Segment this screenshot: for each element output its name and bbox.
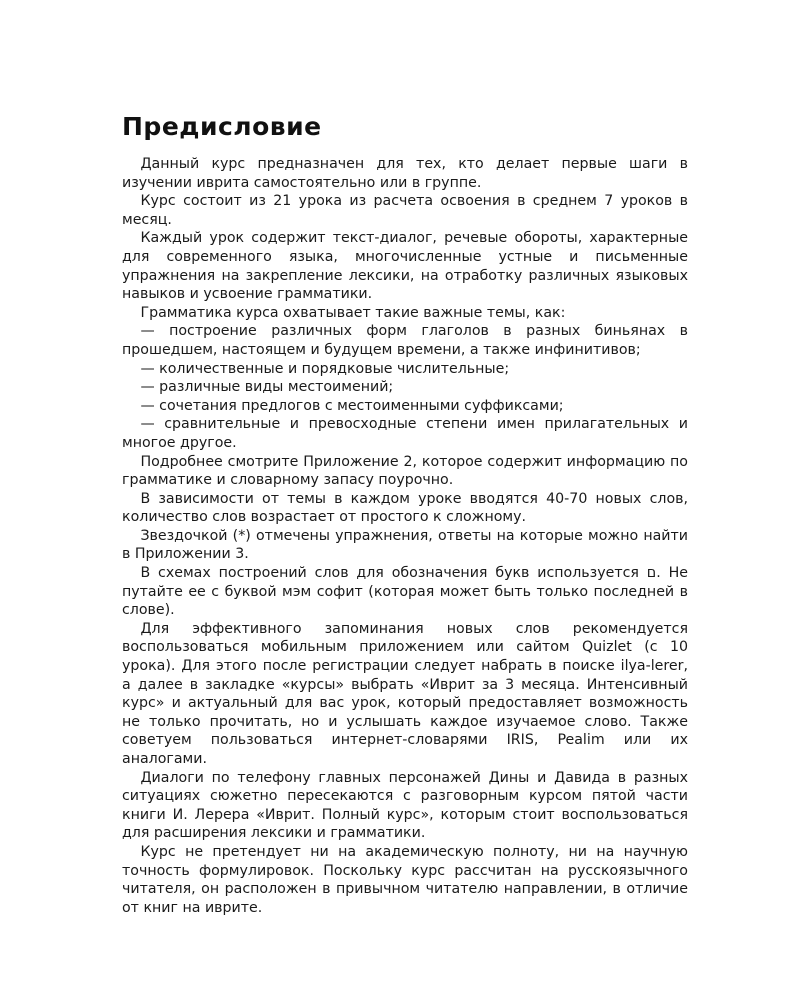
list-item: — сравнительные и превосходные степени имен прилагательных и многое другое.	[122, 416, 688, 451]
paragraph: Грамматика курса охватывает такие важные темы, как:	[140, 304, 566, 321]
list-item: — количественные и порядковые числительные;	[140, 360, 510, 377]
paragraph: Диалоги по телефону главных персонажей Дины и Давида в разных ситуациях сюжетно пересекаются с разговорным курсом пятой части книги И. Лерера «Иврит. Полный курс», которым стоит воспользоваться для расширения лексики и грамматики.	[122, 769, 688, 842]
page-title: Предисловие	[122, 112, 322, 141]
paragraph: В зависимости от темы в каждом уроке вводятся 40-70 новых слов, количество слов возрастает от простого к сложному.	[122, 490, 688, 526]
paragraph: Каждый урок содержит текст-диалог, речевые обороты, характерные для современного языка, многочисленные устные и письменные упражнения на закрепление лексики, на отработку различных языковых навыков и усвоение грамматики.	[122, 230, 688, 303]
paragraph: Звездочкой (*) отмечены упражнения, ответы на которые можно найти в Приложении 3.	[122, 527, 688, 563]
list-item: — сочетания предлогов с местоименными суффиксами;	[140, 397, 564, 414]
page-body	[122, 112, 688, 917]
preface-text	[122, 155, 688, 917]
paragraph: В схемах построений слов для обозначения букв используется ם. Не путайте ее с буквой мэм софит (которая может быть только последней в слове).	[122, 565, 688, 619]
paragraph: Данный курс предназначен для тех, кто делает первые шаги в изучении иврита самостоятельно или в группе.	[122, 156, 688, 191]
paragraph: Курс состоит из 21 урока из расчета освоения в среднем 7 уроков в месяц.	[122, 193, 688, 228]
list-item: — построение различных форм глаголов в разных биньянах в прошедшем, настоящем и будущем времени, а также инфинитивов;	[122, 323, 688, 358]
paragraph: Курс не претендует ни на академическую полноту, ни на научную точность формулировок. Поскольку курс рассчитан на русскоязычного читателя, он расположен в привычном читателю направлении, в отличие от книг на иврите.	[122, 843, 688, 916]
paragraph: Подробнее смотрите Приложение 2, которое содержит информацию по грамматике и словарному запасу поурочно.	[122, 453, 688, 489]
paragraph: Для эффективного запоминания новых слов рекомендуется воспользоваться мобильным приложением или сайтом Quizlet (с 10 урока). Для этого после регистрации следует набрать в поиске ilya-lerer, а далее в закладке «курсы» выбрать «Иврит за 3 месяца. Интенсивный курс» и актуальный для вас урок, который предоставляет возможность не только прочитать, но и услышать каждое изучаемое слово. Также советуем пользоваться интернет-словарями IRIS, Pealim или их аналогами.	[122, 620, 688, 767]
list-item: — различные виды местоимений;	[140, 379, 394, 396]
